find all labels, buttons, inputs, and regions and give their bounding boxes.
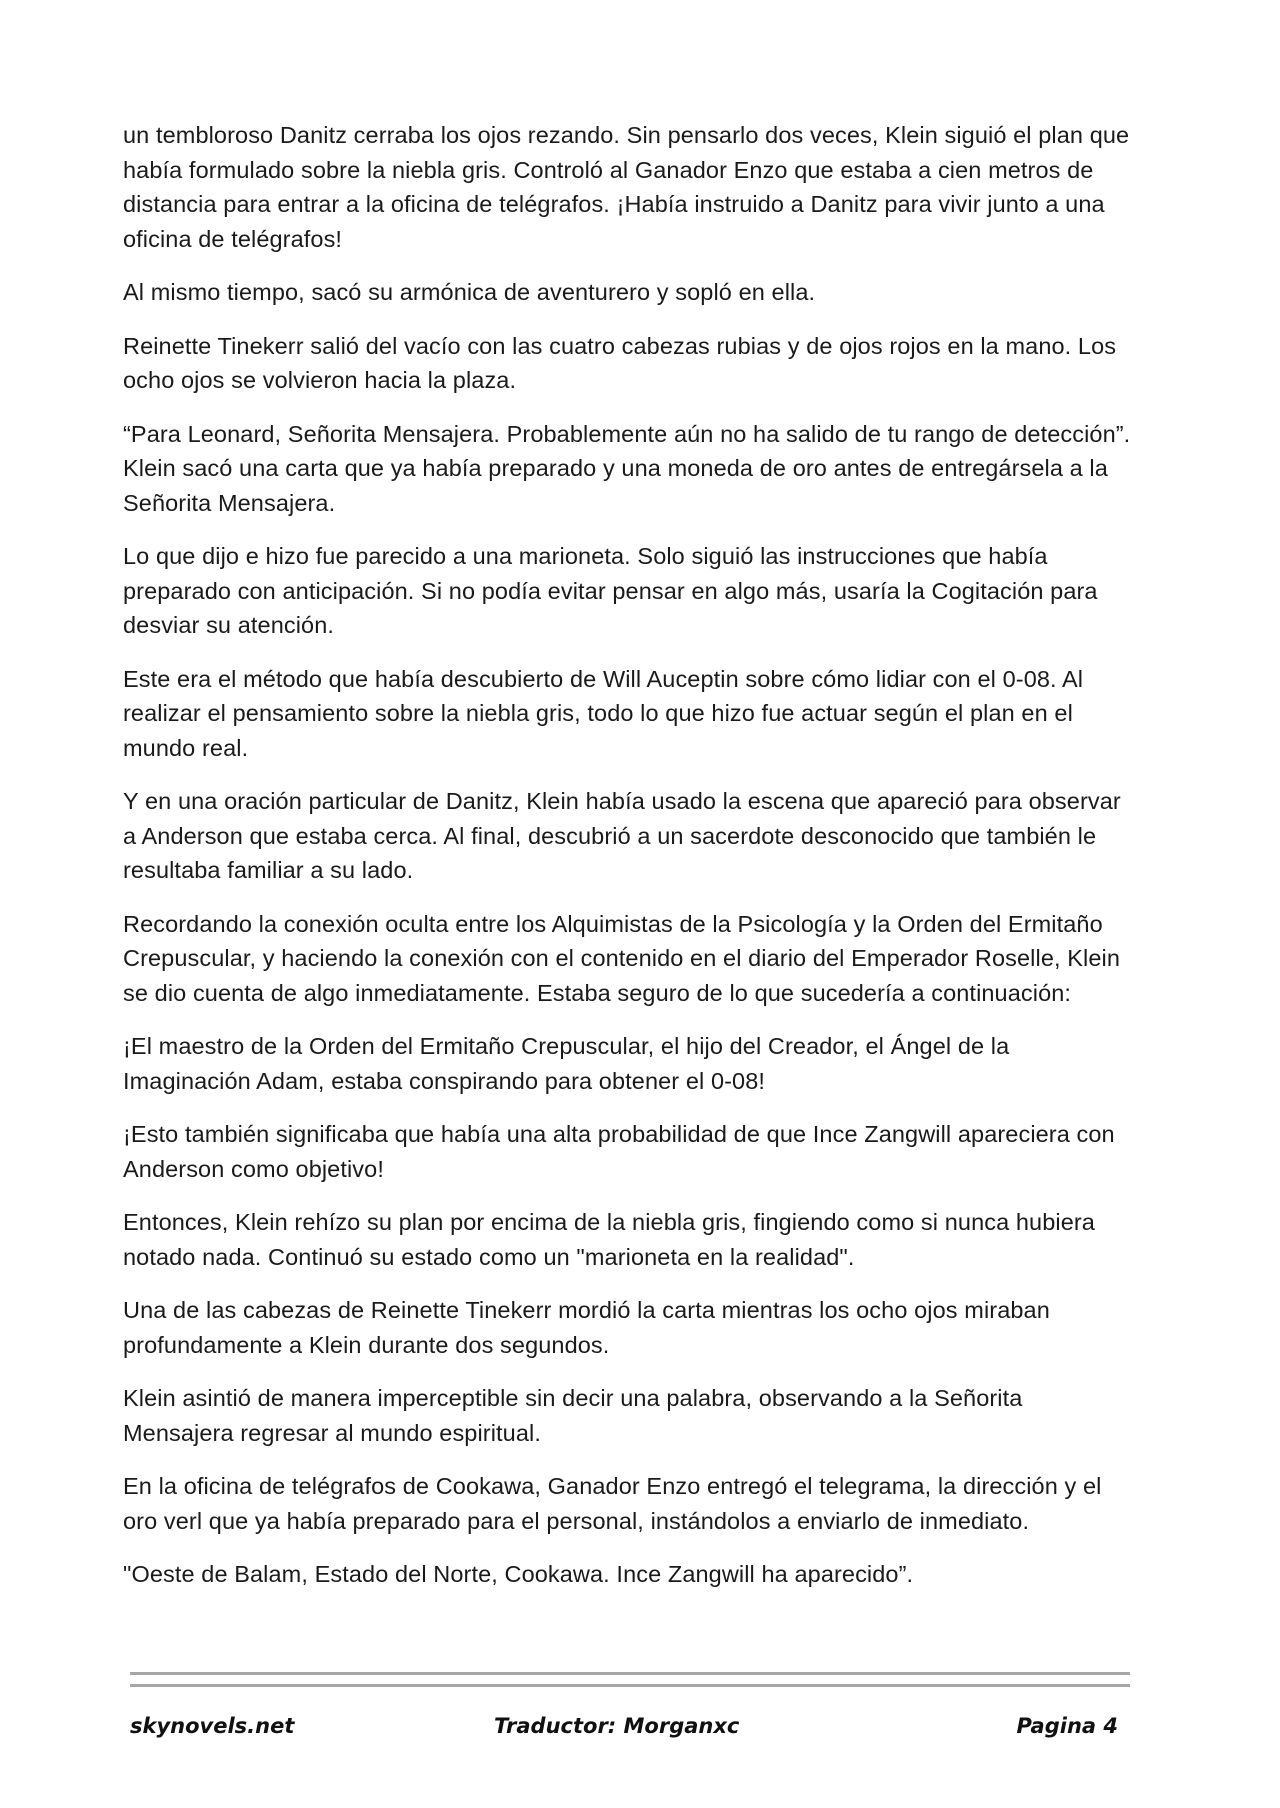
paragraph: Entonces, Klein rehízo su plan por encima de la niebla gris, fingiendo como si nunca hubiera notado nada. Continuó su estado como un "marioneta en la realidad". xyxy=(123,1209,1095,1270)
paragraph: Este era el método que había descubierto de Will Auceptin sobre cómo lidiar con el 0-08. Al realizar el pensamiento sobre la niebla gris, todo lo que hizo fue actuar según el plan en el mundo real. xyxy=(123,665,1084,761)
paragraph: ¡Esto también significaba que había una alta probabilidad de que Ince Zangwill apareciera con Anderson como objetivo! xyxy=(123,1121,1115,1182)
paragraph: En la oficina de telégrafos de Cookawa, Ganador Enzo entregó el telegrama, la dirección y el oro verl que ya había preparado para el personal, instándolos a enviarlo de inmediato. xyxy=(123,1473,1102,1534)
paragraph: Klein asintió de manera imperceptible sin decir una palabra, observando a la Señorita Mensajera regresar al mundo espiritual. xyxy=(123,1385,1023,1446)
paragraph: ¡El maestro de la Orden del Ermitaño Crepuscular, el hijo del Creador, el Ángel de la Imaginación Adam, estaba conspirando para obtener el 0-08! xyxy=(123,1033,1010,1094)
paragraph: Una de las cabezas de Reinette Tinekerr mordió la carta mientras los ocho ojos miraban profundamente a Klein durante dos segundos. xyxy=(123,1297,1050,1358)
paragraph: "Oeste de Balam, Estado del Norte, Cookawa. Ince Zangwill ha aparecido”. xyxy=(123,1561,914,1587)
page-footer xyxy=(130,1714,1130,1750)
footer-site: skynovels.net xyxy=(130,1714,295,1738)
footer-divider-top xyxy=(130,1672,1130,1675)
footer-page-number: Pagina 4 xyxy=(1016,1714,1118,1738)
footer-divider-bottom xyxy=(130,1684,1130,1687)
paragraph: Reinette Tinekerr salió del vacío con las cuatro cabezas rubias y de ojos rojos en la mano. Los ocho ojos se volvieron hacia la plaza. xyxy=(123,332,1117,393)
paragraph: “Para Leonard, Señorita Mensajera. Probablemente aún no ha salido de tu rango de detección”. Klein sacó una carta que ya había preparado y una moneda de oro antes de entregársela a la Señorita Mensajera. xyxy=(123,420,1131,516)
paragraph: Recordando la conexión oculta entre los Alquimistas de la Psicología y la Orden del Ermitaño Crepuscular, y haciendo la conexión con el contenido en el diario del Emperador Roselle, Klein se dio cuenta de algo inmediatamente. Estaba seguro de lo que sucedería a continuación: xyxy=(123,910,1120,1006)
paragraph: Lo que dijo e hizo fue parecido a una marioneta. Solo siguió las instrucciones que había preparado con anticipación. Si no podía evitar pensar en algo más, usaría la Cogitación para desviar su atención. xyxy=(123,543,1098,638)
footer-translator: Traductor: Morganxc xyxy=(494,1714,740,1738)
document-body xyxy=(123,118,1133,1611)
paragraph: Y en una oración particular de Danitz, Klein había usado la escena que apareció para observar a Anderson que estaba cerca. Al final, descubrió a un sacerdote desconocido que también le resultaba familiar a su lado. xyxy=(123,788,1121,883)
paragraph: un tembloroso Danitz cerraba los ojos rezando. Sin pensarlo dos veces, Klein siguió el plan que había formulado sobre la niebla gris. Controló al Ganador Enzo que estaba a cien metros de distancia para entrar a la oficina de telégrafos. ¡Había instruido a Danitz para vivir junto a una oficina de telégrafos! xyxy=(123,122,1130,252)
paragraph: Al mismo tiempo, sacó su armónica de aventurero y sopló en ella. xyxy=(123,279,816,305)
